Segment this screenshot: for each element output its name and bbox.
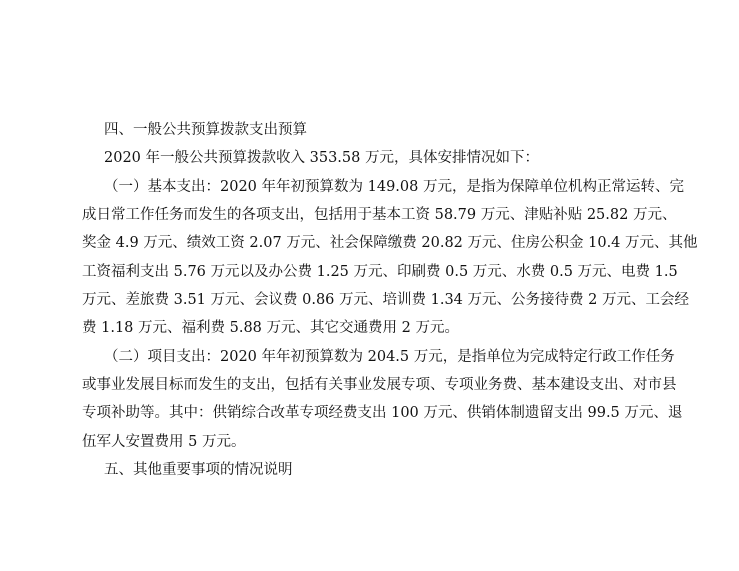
intro-line: 2020 年一般公共预算拨款收入 353.58 万元，具体安排情况如下： bbox=[104, 150, 539, 166]
basic-expense-line: 万元、差旅费 3.51 万元、会议费 0.86 万元、培训费 1.34 万元、公务接待费 2 万元、工会经 bbox=[82, 292, 689, 308]
basic-expense-line: 成日常工作任务而发生的各项支出，包括用于基本工资 58.79 万元、津贴补贴 25.82 万元、 bbox=[82, 207, 677, 223]
section-five-heading: 五、其他重要事项的情况说明 bbox=[104, 462, 293, 478]
basic-expense-line: 费 1.18 万元、福利费 5.88 万元、其它交通费用 2 万元。 bbox=[82, 320, 459, 336]
project-expense-line: 伍军人安置费用 5 万元。 bbox=[82, 434, 246, 450]
project-expense-line: 专项补助等。其中：供销综合改革专项经费支出 100 万元、供销体制遗留支出 99.5 万元、退 bbox=[82, 405, 683, 421]
project-expense-line: （二）项目支出：2020 年年初预算数为 204.5 万元，是指单位为完成特定行政工作任务 bbox=[104, 349, 675, 365]
section-four-heading: 四、一般公共预算拨款支出预算 bbox=[104, 122, 307, 138]
basic-expense-line: （一）基本支出：2020 年年初预算数为 149.08 万元，是指为保障单位机构正常运转、完 bbox=[104, 179, 684, 195]
project-expense-line: 或事业发展目标而发生的支出，包括有关事业发展专项、专项业务费、基本建设支出、对市县 bbox=[82, 377, 677, 393]
basic-expense-line: 奖金 4.9 万元、绩效工资 2.07 万元、社会保障缴费 20.82 万元、住房公积金 10.4 万元、其他 bbox=[82, 235, 698, 251]
basic-expense-line: 工资福利支出 5.76 万元以及办公费 1.25 万元、印刷费 0.5 万元、水费 0.5 万元、电费 1.5 bbox=[82, 264, 678, 280]
